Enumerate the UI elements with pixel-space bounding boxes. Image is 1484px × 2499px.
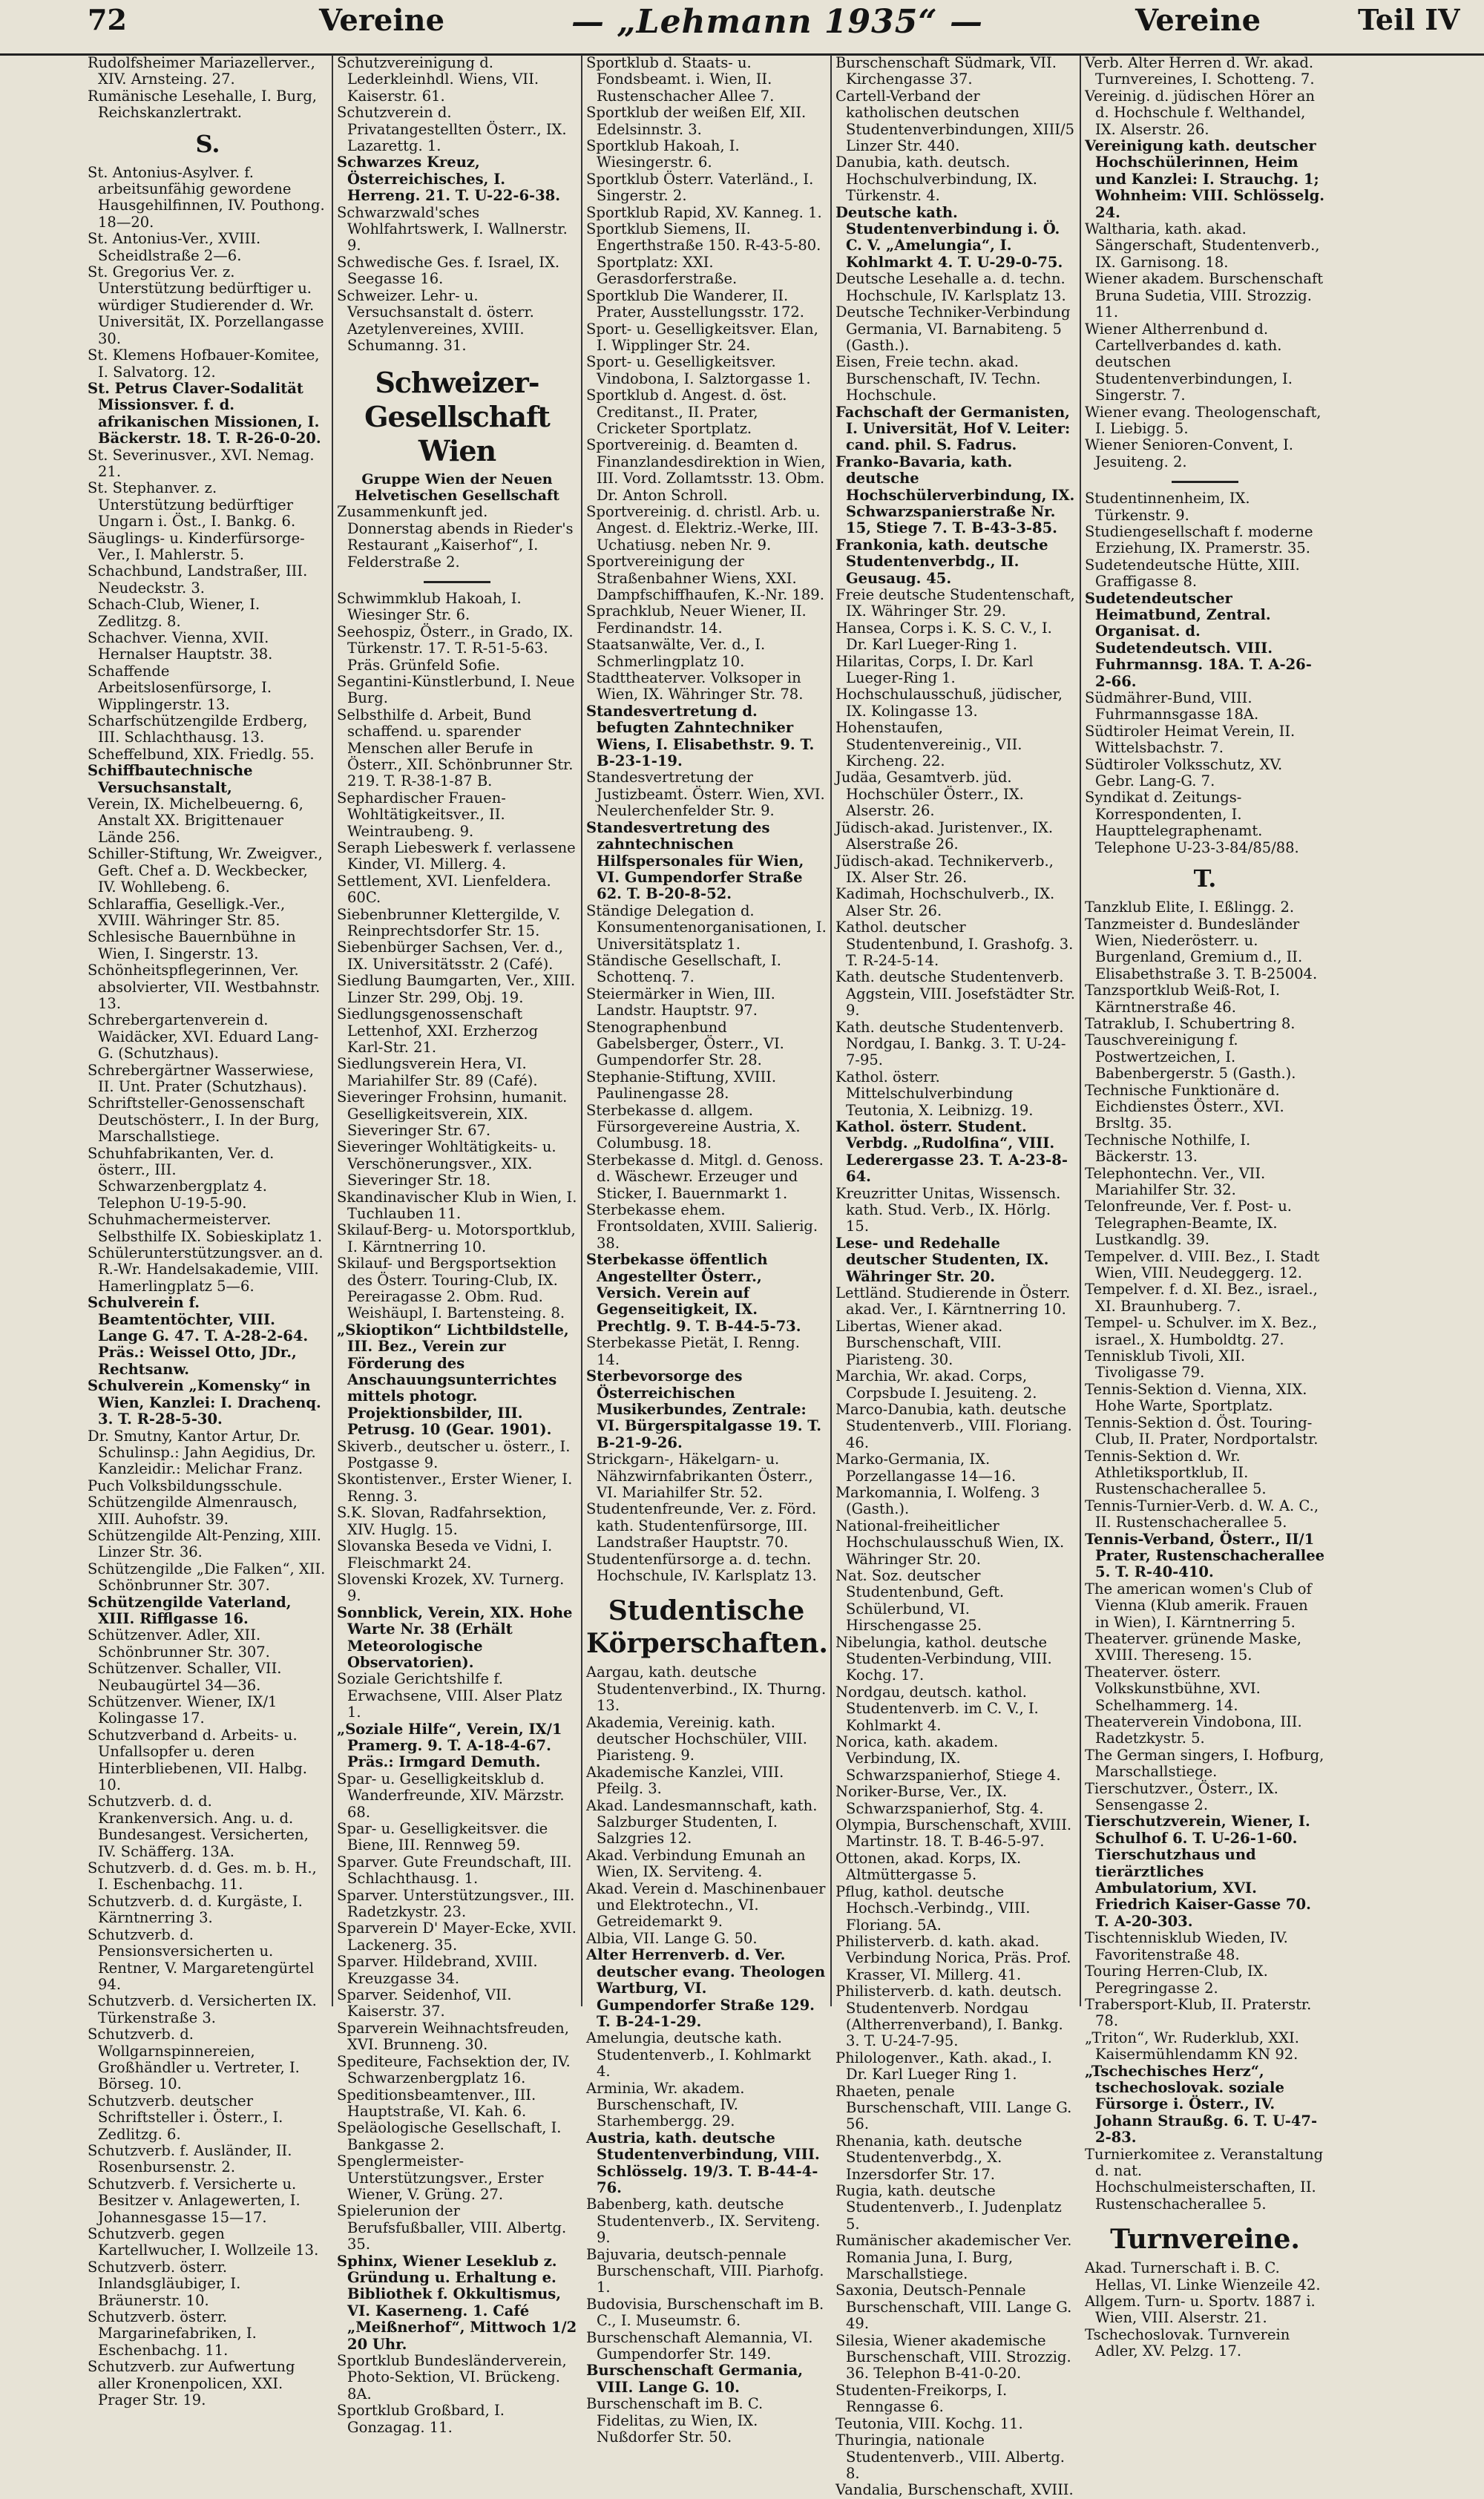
directory-entry: Jüdisch-akad. Technikerverb., IX. Alser Str. 26. xyxy=(835,852,1054,886)
directory-entry: Sportklub Großbard, I. Gonzagag. 11. xyxy=(337,2402,505,2436)
header-part: Teil IV xyxy=(1358,3,1460,36)
directory-entry: Spediteure, Fachsektion der, IV. Schwarzenbergplatz 16. xyxy=(337,2052,571,2087)
directory-entry: Skilauf-Berg- u. Motorsportklub, I. Kärntnerring 10. xyxy=(337,1221,576,1255)
column-1 xyxy=(88,54,328,2409)
directory-entry: Studenten-Freikorps, I. Renngasse 6. xyxy=(835,2381,1008,2416)
directory-entry: Nat. Soz. deutscher Studentenbund, Geft. Schülerbund, VI. Hirschengasse 25. xyxy=(835,1566,1005,1635)
directory-entry: Schachver. Vienna, XVII. Hernalser Hauptstr. 38. xyxy=(88,629,273,663)
directory-entry: Kath. deutsche Studentenverb. Aggstein, VIII. Josefstädter Str. 9. xyxy=(835,968,1075,1019)
directory-entry: Theaterver. österr. Volkskunstbühne, XVI. Schelhammerg. 14. xyxy=(1085,1663,1261,1714)
directory-entry: Nibelungia, kathol. deutsche Studenten-Verbindung, VIII. Kochg. 17. xyxy=(835,1633,1052,1684)
directory-entry: Siedlungsverein Hera, VI. Mariahilfer Str. 89 (Café). xyxy=(337,1055,538,1089)
section-rule xyxy=(424,581,490,583)
directory-entry: Schützengilde Alt-Penzing, XIII. Linzer Str. 36. xyxy=(88,1526,322,1561)
directory-entry: Schutzverb. österr. Inlandsgläubiger, I. Bräunerstr. 10. xyxy=(88,2258,241,2309)
directory-entry: Waltharia, kath. akad. Sängerschaft, Studentenverb., IX. Garnisong. 18. xyxy=(1085,220,1320,271)
directory-entry: Freie deutsche Studentenschaft, IX. Währinger Str. 29. xyxy=(835,586,1075,620)
directory-entry: Hohenstaufen, Studentenvereinig., VII. Kircheng. 22. xyxy=(835,719,1022,770)
directory-entry: Stephanie-Stiftung, XVIII. Paulinengasse 28. xyxy=(586,1068,777,1103)
directory-entry: Sterbekasse d. allgem. Fürsorgevereine Austria, X. Columbusg. 18. xyxy=(586,1101,801,1152)
directory-entry: Tempelver. f. d. XI. Bez., israel., XI. Braunhuberg. 7. xyxy=(1085,1281,1318,1315)
directory-entry: Judäa, Gesamtverb. jüd. Hochschüler Österr., IX. Alserstr. 26. xyxy=(835,769,1024,820)
directory-entry: Tennis-Sektion d. Vienna, XIX. Hohe Warte, Sportplatz. xyxy=(1085,1380,1307,1415)
directory-entry: Scharfschützengilde Erdberg, III. Schlachthausg. 13. xyxy=(88,712,308,746)
directory-entry: Arminia, Wr. akadem. Burschenschaft, IV. Starhembergg. 29. xyxy=(586,2079,745,2130)
section-letter: S. xyxy=(195,129,220,158)
directory-entry: Deutsche Techniker-Verbindung Germania, VI. Barnabiteng. 5 (Gasth.). xyxy=(835,303,1071,354)
directory-entry: Schach-Club, Wiener, I. Zedlitzg. 8. xyxy=(88,596,260,630)
directory-entry: Budovisia, Burschenschaft im B. C., I. Museumstr. 6. xyxy=(586,2295,824,2330)
directory-entry: Sparverein D' Mayer-Ecke, XVII. Lackenerg. 35. xyxy=(337,1920,577,1954)
directory-entry: Sportvereinigung der Straßenbahner Wiens, XXI. Dampfschiffhaufen, K.-Nr. 189. xyxy=(586,553,824,603)
directory-entry: Vandalia, Burschenschaft, XVIII. xyxy=(835,2481,1074,2499)
directory-entry: Tempel- u. Schulver. im X. Bez., israel., X. Humboldtg. 27. xyxy=(1085,1314,1318,1348)
directory-entry: Standesvertretung der Justizbeamt. Österr. Wien, XVI. Neulerchenfelder Str. 9. xyxy=(586,769,825,820)
directory-entry: Albia, VII. Lange G. 50. xyxy=(586,1929,758,1947)
directory-entry: Schutzverband d. Arbeits- u. Unfallsopfer u. deren Hinterbliebenen, VII. Halbg. 10. xyxy=(88,1726,307,1794)
directory-entry: Schützenver. Wiener, IX/1 Kolingasse 17. xyxy=(88,1693,278,1727)
column-divider xyxy=(332,55,333,2006)
directory-entry: Libertas, Wiener akad. Burschenschaft, VIII. Piaristeng. 30. xyxy=(835,1317,1003,1368)
directory-entry: Ständische Gesellschaft, I. Schottenq. 7. xyxy=(586,951,781,986)
directory-entry: Burschenschaft Südmark, VII. Kirchengasse 37. xyxy=(835,54,1057,88)
directory-entry: Schwedische Ges. f. Israel, IX. Seegasse 16. xyxy=(337,253,560,288)
directory-entry: Speditionsbeamtenver., III. Hauptstraße, VI. Kah. 6. xyxy=(337,2086,536,2120)
directory-entry: Säuglings- u. Kinderfürsorge-Ver., I. Mahlerstr. 5. xyxy=(88,529,305,563)
directory-entry-bold: Sterbekasse öffentlich Angestellter Österr., Versich. Verein auf Gegenseitigkeit, IX. Prechtlg. 9. T. B-44-5-73. xyxy=(586,1251,801,1335)
directory-entry: The German singers, I. Hofburg, Marschallstiege. xyxy=(1085,1746,1324,1781)
directory-entry: Schlesische Bauernbühne in Wien, I. Singerstr. 13. xyxy=(88,928,296,962)
directory-entry: Segantini-Künstlerbund, I. Neue Burg. xyxy=(337,672,575,707)
directory-entry: Schlaraffia, Geselligk.-Ver., XVIII. Währinger Str. 85. xyxy=(88,895,286,929)
directory-entry: Akademia, Vereinig. kath. deutscher Hochschüler, VIII. Piaristeng. 9. xyxy=(586,1713,807,1764)
directory-entry: Schutzverb. deutscher Schriftsteller i. Österr., I. Zedlitzg. 6. xyxy=(88,2092,283,2143)
directory-entry: Allgem. Turn- u. Sportv. 1887 i. Wien, VIII. Alserstr. 21. xyxy=(1085,2293,1316,2327)
directory-entry: St. Antonius-Ver., XVIII. Scheidlstraße 2—6. xyxy=(88,230,261,264)
directory-entry: Rumänischer akademischer Ver. Romania Juna, I. Burg, Marschallstiege. xyxy=(835,2232,1072,2283)
directory-entry: Burschenschaft im B. C. Fidelitas, zu Wien, IX. Nußdorfer Str. 50. xyxy=(586,2395,764,2446)
directory-entry: Siebenbrunner Klettergilde, V. Reinprechtsdorfer Str. 15. xyxy=(337,905,561,940)
directory-entry: Strickgarn-, Häkelgarn- u. Nähzwirnfabrikanten Österr., VI. Mariahilfer Str. 52. xyxy=(586,1451,813,1501)
directory-entry: Burschenschaft Alemannia, VI. Gumpendorfer Str. 149. xyxy=(586,2328,813,2363)
directory-entry: Slovanska Beseda ve Vidni, I. Fleischmarkt 24. xyxy=(337,1537,553,1572)
directory-entry: Skilauf- und Bergsportsektion des Österr. Touring-Club, IX. Pereiragasse 2. Obm. Rud. Weishäupl, I. Bartensteing. 8. xyxy=(337,1255,565,1322)
directory-entry: Sparver. Seidenhof, VII. Kaiserstr. 37. xyxy=(337,1986,512,2020)
directory-entry: Tempelver. d. VIII. Bez., I. Stadt Wien, VIII. Neudeggerg. 12. xyxy=(1085,1247,1320,1282)
directory-entry: Marko-Germania, IX. Porzellangasse 14—16. xyxy=(835,1451,1017,1485)
directory-entry-bold: Fachschaft der Germanisten, I. Universität, Hof V. Leiter: cand. phil. S. Fadrus. xyxy=(835,403,1071,454)
directory-entry: Sportklub der weißen Elf, XII. Edelsinnstr. 3. xyxy=(586,104,807,138)
page-number: 72 xyxy=(88,3,127,36)
directory-entry: Schwarzwald'sches Wohlfahrtswerk, I. Wallnerstr. 9. xyxy=(337,203,568,255)
directory-entry: Silesia, Wiener akademische Burschenschaft, VIII. Strozzig. 36. Telephon B-41-0-20. xyxy=(835,2331,1071,2383)
directory-entry: Babenberg, kath. deutsche Studentenverb., IX. Serviteng. 9. xyxy=(586,2196,821,2247)
directory-entry: Hanseа, Corps i. K. S. C. V., I. Dr. Karl Lueger-Ring 1. xyxy=(835,619,1052,654)
directory-entry: Tennis-Sektion d. Öst. Touring-Club, II. Prater, Nordportalstr. xyxy=(1085,1413,1319,1448)
section-heading: Studentische Körperschaften. xyxy=(586,1595,828,1660)
directory-entry: Sportklub d. Staats- u. Fondsbeamt. i. Wien, II. Rustenschacher Allee 7. xyxy=(586,54,775,105)
directory-entry: Sportklub Hakoah, I. Wiesingerstr. 6. xyxy=(586,137,740,171)
directory-entry: Studentenfreunde, Ver. z. Förd. kath. Studentenfürsorge, III. Landstraßer Hauptstr. 70. xyxy=(586,1500,817,1551)
directory-entry: Speläologische Gesellschaft, I. Bankgasse 2. xyxy=(337,2119,562,2153)
directory-entry: St. Antonius-Asylver. f. arbeitsunfähig gewordene Hausgehilfinnen, IV. Pouthong. 18—20. xyxy=(88,163,325,231)
page-header xyxy=(0,0,1484,56)
directory-entry-bold: Schulverein „Komensky“ in Wien, Kanzlei: I. Drachenq. 3. T. R-28-5-30. xyxy=(88,1377,321,1428)
directory-entry-bold: Kathol. österr. Student. Verbdg. „Rudolfina“, VIII. Lederergasse 23. T. A-23-8-64. xyxy=(835,1118,1068,1186)
directory-entry: Schrebergartenverein d. Waidäcker, XVI. Eduard Lang-G. (Schutzhaus). xyxy=(88,1011,319,1063)
column-divider xyxy=(1080,55,1081,2006)
directory-entry: Hochschulausschuß, jüdischer, IX. Kolingasse 13. xyxy=(835,686,1063,720)
directory-entry-bold: Schiffbautechnische Versuchsanstalt, xyxy=(88,762,253,796)
directory-entry: Kadimah, Hochschulverb., IX. Alser Str. 26. xyxy=(835,885,1055,919)
directory-entry: Olympia, Burschenschaft, XVIII. Martinstr. 18. T. B-46-5-97. xyxy=(835,1816,1072,1851)
directory-entry-bold: Frankonia, kath. deutsche Studentenverbdg., II. Geusaug. 45. xyxy=(835,536,1048,587)
directory-entry: Wiener Senioren-Convent, I. Jesuiteng. 2. xyxy=(1085,436,1294,470)
directory-entry: Rhaeten, penale Burschenschaft, VIII. Lange G. 56. xyxy=(835,2082,1072,2133)
directory-entry: Siebenbürger Sachsen, Ver. d., IX. Universitätsstr. 2 (Café). xyxy=(337,939,563,973)
directory-entry: Sterbekasse Pietät, I. Renng. 14. xyxy=(586,1334,800,1368)
directory-entry: Zusammenkunft jed. Donnerstag abends in Rieder's Restaurant „Kaiserhof“, I. Felderstraße 2. xyxy=(337,503,574,571)
directory-entry: Sportklub Österr. Vaterländ., I. Singerstr. 2. xyxy=(586,170,814,205)
directory-entry: Akad. Verbindung Emunah an Wien, IX. Serviteng. 4. xyxy=(586,1846,806,1881)
directory-entry-bold: Sonnblick, Verein, XIX. Hohe Warte Nr. 38 (Erhält Meteorologische Observatorien). xyxy=(337,1603,573,1671)
directory-entry: Telonfreunde, Ver. f. Post- u. Telegraphen-Beamte, IX. Lustkandlg. 39. xyxy=(1085,1198,1292,1249)
directory-entry: Schützengilde „Die Falken“, XII. Schönbrunner Str. 307. xyxy=(88,1560,326,1595)
directory-entry-bold: Schwarzes Kreuz, Österreichisches, I. Herreng. 21. T. U-22-6-38. xyxy=(337,154,561,205)
directory-entry: St. Severinusver., XVI. Nemag. 21. xyxy=(88,446,315,480)
directory-entry: Danubia, kath. deutsch. Hochschulverbindung, IX. Türkenstr. 4. xyxy=(835,154,1037,205)
directory-entry: Lettländ. Studierende in Österr. akad. Ver., I. Kärntnerring 10. xyxy=(835,1284,1071,1319)
directory-entry-bold: Standesvertretung des zahntechnischen Hilfspersonales für Wien, VI. Gumpendorfer Straße 62. T. B-20-8-52. xyxy=(586,818,804,903)
directory-entry: Sportklub Die Wanderer, II. Prater, Ausstellungsstr. 172. xyxy=(586,286,804,321)
directory-entry-bold: „Skioptikon“ Lichtbildstelle, III. Bez., Verein zur Förderung des Anschauungsunterrichtes mittels photogr. Projektionsbilder, III. Petrusg. 10 (Gear. 1901). xyxy=(337,1321,569,1439)
directory-entry: Schweizer. Lehr- u. Versuchsanstalt d. österr. Azetylenvereines, XVIII. Schumanng. 31. xyxy=(337,286,534,354)
directory-entry: Stadttheaterver. Volksoper in Wien, IX. Währinger Str. 78. xyxy=(586,669,804,703)
directory-entry: Turnierkomitee z. Veranstaltung d. nat. Hochschulmeisterschaften, II. Rustenschacherallee 5. xyxy=(1085,2145,1324,2213)
directory-entry-bold: „Tschechisches Herz“, tschechoslovak. soziale Fürsorge i. Österr., IV. Johann Straußg. 6. T. U-47-2-83. xyxy=(1085,2062,1318,2147)
directory-entry: Ständige Delegation d. Konsumentenorganisationen, I. Universitätsplatz 1. xyxy=(586,902,827,953)
directory-entry: Sterbekasse d. Mitgl. d. Genoss. d. Wäschewr. Erzeuger und Sticker, I. Bauernmarkt 1. xyxy=(586,1151,824,1202)
directory-entry: Skontistenver., Erster Wiener, I. Renng. 3. xyxy=(337,1471,573,1505)
directory-entry-bold: Alter Herrenverb. d. Ver. deutscher evang. Theologen Wartburg, VI. Gumpendorfer Straße 129. T. B-24-1-29. xyxy=(586,1946,826,2030)
directory-entry-bold: Franko-Bavaria, kath. deutsche Hochschülerverbindung, IX. Schwarzspanierstraße Nr. 15, Stiege 7. T. B-43-3-85. xyxy=(835,453,1075,537)
advertisement-subtitle: Gruppe Wien der Neuen Helvetischen Gesellschaft xyxy=(355,471,559,505)
directory-entry: Kreuzritter Unitas, Wissensch. kath. Stud. Verb., IX. Hörlg. 15. xyxy=(835,1184,1061,1235)
directory-entry: Schutzverb. d. d. Kurgäste, I. Kärntnerring 3. xyxy=(88,1892,303,1927)
directory-entry: Technische Nothilfe, I. Bäckerstr. 13. xyxy=(1085,1131,1251,1166)
directory-entry-bold: Vereinigung kath. deutscher Hochschülerinnen, Heim und Kanzlei: I. Strauchg. 1; Wohnheim: VIII. Schlösselg. 24. xyxy=(1085,137,1325,221)
directory-entry: Sparver. Unterstützungsver., III. Radetzkystr. 23. xyxy=(337,1886,575,1921)
directory-entry: Tennisklub Tivoli, XII. Tivoligasse 79. xyxy=(1085,1347,1246,1382)
directory-entry: Rhenania, kath. deutsche Studentenverbdg., X. Inzersdorfer Str. 17. xyxy=(835,2132,1022,2183)
directory-entry: Akad. Landesmannschaft, kath. Salzburger Studenten, I. Salzgries 12. xyxy=(586,1796,818,1848)
directory-entry: Norica, kath. akadem. Verbindung, IX. Schwarzspanierhof, Stiege 4. xyxy=(835,1733,1061,1784)
column-5 xyxy=(1085,54,1325,2360)
directory-entry: Sparverein Weihnachtsfreuden, XVI. Brunneng. 30. xyxy=(337,2019,569,2054)
directory-entry: Siedlungsgenossenschaft Lettenhof, XXI. Erzherzog Karl-Str. 21. xyxy=(337,1005,539,1056)
directory-entry: Wiener akadem. Burschenschaft Bruna Sudetia, VIII. Strozzig. 11. xyxy=(1085,270,1324,321)
directory-entry: The american women's Club of Vienna (Klub amerik. Frauen in Wien), I. Kärntnerring 5. xyxy=(1085,1580,1312,1631)
column-4 xyxy=(835,54,1076,2499)
directory-entry: Theaterverein Vindobona, III. Radetzkystr. 5. xyxy=(1085,1713,1302,1747)
column-3 xyxy=(586,54,828,2446)
directory-entry: Sudetendeutsche Hütte, XIII. Graffigasse 8. xyxy=(1085,556,1300,591)
directory-entry: Sparver. Gute Freundschaft, III. Schlachthausg. 1. xyxy=(337,1853,572,1888)
directory-entry: Puch Volksbildungsschule. xyxy=(88,1477,283,1494)
directory-entry: Seraph Liebeswerk f. verlassene Kinder, VI. Millerg. 4. xyxy=(337,839,576,873)
directory-entry: Syndikat d. Zeitungs-Korrespondenten, I. Haupttelegraphenamt. Telephone U-23-3-84/85/88. xyxy=(1085,789,1299,856)
directory-entry: Bajuvaria, deutsch-pennale Burschenschaft, VIII. Piarhofg. 1. xyxy=(586,2245,824,2296)
directory-entry: Sterbekasse ehem. Frontsoldaten, XVIII. Salierig. 38. xyxy=(586,1201,818,1252)
directory-entry: Schutzverb. d. Wollgarnspinnereien, Großhändler u. Vertreter, I. Börseg. 10. xyxy=(88,2026,300,2093)
directory-entry: Schutzverb. d. d. Krankenversich. Ang. u. d. Bundesangest. Versicherten, IV. Schäfferg. 13A. xyxy=(88,1793,309,1860)
directory-entry: Schönheitspflegerinnen, Ver. absolvierter, VII. Westbahnstr. 13. xyxy=(88,962,321,1012)
directory-entry: Rudolfsheimer Mariazellerver., XIV. Arnsteing. 27. xyxy=(88,54,315,88)
directory-entry: Spar- u. Geselligkeitsver. die Biene, III. Rennweg 59. xyxy=(337,1820,548,1854)
directory-entry-bold: „Soziale Hilfe“, Verein, IX/1 Pramerg. 9. T. A-18-4-67. Präs.: Irmgard Demuth. xyxy=(337,1720,562,1771)
directory-entry: Sport- u. Geselligkeitsver. Vindobona, I. Salztorgasse 1. xyxy=(586,353,811,387)
directory-entry: Spenglermeister-Unterstützungsver., Erster Wiener, V. Grüng. 27. xyxy=(337,2152,544,2203)
directory-entry: Seehospiz, Österr., in Grado, IX. Türkenstr. 17. T. R-51-5-63. Präs. Grünfeld Sofie. xyxy=(337,623,574,674)
directory-entry: Philisterverb. d. kath. akad. Verbindung Norica, Präs. Prof. Krasser, VI. Millerg. 41. xyxy=(835,1932,1071,1983)
directory-entry: Vereinig. d. jüdischen Hörer an d. Hochschule f. Welthandel, IX. Alserstr. 26. xyxy=(1085,87,1315,138)
directory-entry: Schutzverb. f. Ausländer, II. Rosenbursenstr. 2. xyxy=(88,2141,292,2176)
directory-entry-bold: Sphinx, Wiener Leseklub z. Gründung u. Erhaltung e. Bibliothek f. Okkultismus, VI. Kaserneng. 1. Café „Meißnerhof“, Mittwoch 1/2 20 Uhr. xyxy=(337,2252,577,2353)
directory-entry: Tennis-Turnier-Verb. d. W. A. C., II. Rustenschacherallee 5. xyxy=(1085,1497,1319,1531)
directory-entry: Slovenski Krozek, XV. Turnerg. 9. xyxy=(337,1570,565,1605)
directory-entry: Kathol. deutscher Studentenbund, I. Grashofg. 3. T. R-24-5-14. xyxy=(835,919,1074,969)
directory-entry: Akad. Verein d. Maschinenbauer und Elektrotechn., VI. Getreidemarkt 9. xyxy=(586,1879,826,1931)
directory-entry: Tanzmeister d. Bundesländer Wien, Niederösterr. u. Burgenland, Gremium d., II. Elisabethstraße 3. T. B-25004. xyxy=(1085,915,1318,982)
directory-entry: Schuhmachermeisterver. Selbsthilfe IX. Sobieskiplatz 1. xyxy=(88,1211,323,1245)
directory-entry: Nordgau, deutsch. kathol. Studentenverb. im C. V., I. Kohlmarkt 4. xyxy=(835,1683,1039,1734)
directory-entry: Verb. Alter Herren d. Wr. akad. Turnvereines, I. Schotteng. 7. xyxy=(1085,54,1315,88)
header-left-title: Vereine xyxy=(319,3,445,38)
directory-entry: „Triton“, Wr. Ruderklub, XXI. Kaisermühlendamm KN 92. xyxy=(1085,2029,1299,2063)
directory-entry: National-freiheitlicher Hochschulausschuß Wien, IX. Währinger Str. 20. xyxy=(835,1517,1065,1568)
directory-entry: Teutonia, VIII. Kochg. 11. xyxy=(835,2414,1023,2432)
directory-entry: Sportvereinig. d. Beamten d. Finanzlandesdirektion in Wien, III. Vord. Zollamtsstr. 13. Obm. Dr. Anton Schroll. xyxy=(586,436,826,504)
directory-entry: Tanzsportklub Weiß-Rot, I. Kärntnerstraße 46. xyxy=(1085,982,1281,1016)
directory-entry: Schuhfabrikanten, Ver. d. österr., III. Schwarzenbergplatz 4. Telephon U-19-5-90. xyxy=(88,1144,275,1212)
directory-entry: Deutsche Lesehalle a. d. techn. Hochschule, IV. Karlsplatz 13. xyxy=(835,270,1066,304)
directory-entry: Schutzverb. d. Versicherten IX. Türkenstraße 3. xyxy=(88,1992,317,2026)
directory-entry: Schiller-Stiftung, Wr. Zweigver., Geft. Chef a. D. Weckbecker, IV. Wohllebeng. 6. xyxy=(88,845,323,896)
directory-entry: Spar- u. Geselligkeitsklub d. Wanderfreunde, XIV. Märzstr. 68. xyxy=(337,1770,565,1821)
directory-entry: Rugia, kath. deutsche Studentenverb., I. Judenplatz 5. xyxy=(835,2182,1062,2233)
directory-entry: Skiverb., deutscher u. österr., I. Postgasse 9. xyxy=(337,1437,571,1472)
directory-entry-bold: Burschenschaft Germania, VIII. Lange G. 10. xyxy=(586,2362,804,2396)
directory-entry: Theaterver. grünende Maske, XVIII. Thereseng. 15. xyxy=(1085,1629,1301,1664)
directory-entry: Sieveringer Wohltätigkeits- u. Verschönerungsver., XIX. Sieveringer Str. 18. xyxy=(337,1138,556,1189)
directory-entry: Tatraklub, I. Schubertring 8. xyxy=(1085,1014,1296,1032)
column-2 xyxy=(337,54,577,2436)
directory-entry: Soziale Gerichtshilfe f. Erwachsene, VIII. Alser Platz 1. xyxy=(337,1670,562,1721)
directory-entry: Saxonia, Deutsch-Pennale Burschenschaft, VIII. Lange G. 49. xyxy=(835,2282,1072,2333)
directory-entry: Tschechoslovak. Turnverein Adler, XV. Pelzg. 17. xyxy=(1085,2325,1290,2360)
directory-entry: St. Gregorius Ver. z. Unterstützung bedürftiger u. würdiger Studierender d. Wr. Universität, IX. Porzellangasse 30. xyxy=(88,263,324,347)
directory-entry: Schützenver. Adler, XII. Schönbrunner Str. 307. xyxy=(88,1626,270,1661)
directory-entry: Thuringia, nationale Studentenverb., VIII. Albertg. 8. xyxy=(835,2431,1065,2482)
directory-entry-bold: Sudetendeutscher Heimatbund, Zentral. Organisat. d. Sudetendeutsch. VIII. Fuhrmannsg. 18A. T. A-26-2-66. xyxy=(1085,589,1312,690)
section-letter: T. xyxy=(1193,864,1217,893)
header-right-title: Vereine xyxy=(1135,3,1261,38)
directory-entry: Kathol. österr. Mittelschulverbindung Teutonia, X. Leibnizg. 19. xyxy=(835,1068,1034,1119)
directory-entry: Sprachklub, Neuer Wiener, II. Ferdinandstr. 14. xyxy=(586,602,807,637)
directory-entry: Spielerunion der Berufsfußballer, VIII. Albertg. 35. xyxy=(337,2202,567,2253)
directory-entry: Wiener Altherrenbund d. Cartellverbandes d. kath. deutschen Studentenverbindungen, I. Singerstr. 7. xyxy=(1085,320,1293,404)
directory-entry: S.K. Slovan, Radfahrsektion, XIV. Huglg. 15. xyxy=(337,1504,547,1538)
directory-entry: Tauschvereinigung f. Postwertzeichen, I. Babenbergerstr. 5 (Gasth.). xyxy=(1085,1031,1296,1083)
directory-entry: Tanzklub Elite, I. Eßlingg. 2. xyxy=(1085,899,1295,916)
directory-entry: Telephontechn. Ver., VII. Mariahilfer Str. 32. xyxy=(1085,1164,1266,1198)
directory-entry: Sparver. Hildebrand, XVIII. Kreuzgasse 34. xyxy=(337,1953,538,1987)
directory-entry: Schutzverb. d. Pensionsversicherten u. Rentner, V. Margaretengürtel 94. xyxy=(88,1925,315,1993)
directory-entry: Akad. Turnerschaft i. B. C. Hellas, VI. Linke Wienzeile 42. xyxy=(1085,2259,1321,2293)
directory-entry: Schutzverb. gegen Kartellwucher, I. Wollzeile 13. xyxy=(88,2225,319,2259)
directory-entry: Jüdisch-akad. Juristenver., IX. Alserstraße 26. xyxy=(835,818,1054,853)
directory-entry: Staatsanwälte, Ver. d., I. Schmerlingplatz 10. xyxy=(586,636,766,670)
directory-entry: Schutzverb. f. Versicherte u. Besitzer v. Anlagewerten, I. Johannesgasse 15—17. xyxy=(88,2175,301,2226)
directory-entry: Schutzverein d. Privatangestellten Österr., IX. Lazarettg. 1. xyxy=(337,104,567,155)
directory-entry: Aargau, kath. deutsche Studentenverbind., IX. Thurng. 13. xyxy=(586,1664,827,1715)
directory-entry: Amelungia, deutsche kath. Studentenverb., I. Kohlmarkt 4. xyxy=(586,2029,811,2081)
directory-entry: Markomannia, I. Wolfeng. 3 (Gasth.). xyxy=(835,1483,1040,1518)
directory-entry: Marchia, Wr. akad. Corps, Corpsbude I. Jesuiteng. 2. xyxy=(835,1367,1037,1402)
directory-entry-bold: Schützengilde Vaterland, XIII. Rifflgasse 16. xyxy=(88,1593,292,1627)
directory-entry: Marco-Danubia, kath. deutsche Studentenverb., VIII. Floriang. 46. xyxy=(835,1400,1072,1451)
advertisement-title: Schweizer-Gesellschaft Wien xyxy=(364,366,550,468)
directory-entry: Eisen, Freie techn. akad. Burschenschaft, IV. Techn. Hochschule. xyxy=(835,353,1041,404)
directory-entry-bold: Deutsche kath. Studentenverbindung i. Ö. C. V. „Amelungia“, I. Kohlmarkt 4. T. U-29-0-75. xyxy=(835,203,1063,271)
directory-entry-bold: Standesvertretung d. befugten Zahntechniker Wiens, I. Elisabethstr. 9. T. B-23-1-19. xyxy=(586,702,815,770)
directory-entry: Tischtennisklub Wieden, IV. Favoritenstraße 48. xyxy=(1085,1929,1288,1963)
directory-entry: Sieveringer Frohsinn, humanit. Geselligkeitsverein, XIX. Sieveringer Str. 67. xyxy=(337,1088,568,1139)
directory-entry: Schülerunterstützungsver. an d. R.-Wr. Handelsakademie, VIII. Hamerlingplatz 5—6. xyxy=(88,1244,324,1295)
directory-entry: Sportvereinig. d. christl. Arb. u. Angest. d. Elektriz.-Werke, III. Uchatiusg. neben Nr. 9. xyxy=(586,502,821,554)
directory-entry-bold: St. Petrus Claver-Sodalität Missionsver. f. d. afrikanischen Missionen, I. Bäckerstr. 18. T. R-26-0-20. xyxy=(88,379,321,447)
directory-entry: Schrebergärtner Wasserwiese, II. Unt. Prater (Schutzhaus). xyxy=(88,1061,314,1095)
directory-entry: Dr. Smutny, Kantor Artur, Dr. Schulinsp.: Jahn Aegidius, Dr. Kanzleidir.: Melichar Franz. xyxy=(88,1427,316,1478)
directory-entry: Selbsthilfe d. Arbeit, Bund schaffend. u. sparender Menschen aller Berufe in Österr., XII. Schönbrunner Str. 219. T. R-38-1-87 B. xyxy=(337,706,574,790)
directory-entry: Tierschutzver., Österr., IX. Sensengasse 2. xyxy=(1085,1779,1278,1814)
directory-entry: Studiengesellschaft f. moderne Erziehung, IX. Pramerstr. 35. xyxy=(1085,522,1313,557)
column-divider xyxy=(581,55,582,2006)
directory-entry: Schützengilde Almenrausch, XIII. Auhofstr. 39. xyxy=(88,1494,298,1528)
directory-entry: Hilaritas, Corps, I. Dr. Karl Lueger-Ring 1. xyxy=(835,652,1034,687)
directory-entry: Sportklub Siemens, II. Engerthstraße 150. R-43-5-80. Sportplatz: XXI. Gerasdorferstraße. xyxy=(586,220,821,288)
directory-entry: Siedlung Baumgarten, Ver., XIII. Linzer Str. 299, Obj. 19. xyxy=(337,972,576,1006)
directory-entry: Wiener evang. Theologenschaft, I. Liebigg. 5. xyxy=(1085,403,1322,437)
directory-entry: Tennis-Sektion d. Wr. Athletiksportklub, II. Rustenschacherallee 5. xyxy=(1085,1447,1267,1498)
directory-entry: Sportklub Bundesländerverein, Photo-Sektion, VI. Brückeng. 8A. xyxy=(337,2352,567,2403)
directory-entry: Südtiroler Heimat Verein, II. Wittelsbachstr. 7. xyxy=(1085,722,1296,757)
directory-entry: Technische Funktionäre d. Eichdienstes Österr., XVI. Brsltg. 35. xyxy=(1085,1081,1284,1132)
directory-entry: Scheffelbund, XIX. Friedlg. 55. xyxy=(88,745,315,763)
directory-entry: Verein, IX. Michelbeuerng. 6, Anstalt XX. Brigittenauer Lände 256. xyxy=(88,795,303,846)
directory-entry-bold: Sterbevorsorge des Österreichischen Musikerbundes, Zentrale: VI. Bürgerspitalgasse 19. T. B-21-9-26. xyxy=(586,1367,822,1451)
directory-entry: Philisterverb. d. kath. deutsch. Studentenverb. Nordgau (Altherrenverband), I. Bankg. 3. T. U-24-7-95. xyxy=(835,1983,1063,2050)
directory-entry-bold: Lese- und Redehalle deutscher Studenten, IX. Währinger Str. 20. xyxy=(835,1234,1049,1285)
directory-entry-bold: Schulverein f. Beamtentöchter, VIII. Lange G. 47. T. A-28-2-64. Präs.: Weissel Otto, JDr., Rechtsanw. xyxy=(88,1294,309,1378)
directory-entry: Südmährer-Bund, VIII. Fuhrmannsgasse 18A. xyxy=(1085,689,1259,723)
directory-entry: Sportklub Rapid, XV. Kanneg. 1. xyxy=(586,203,822,221)
directory-entry: Pflug, kathol. deutsche Hochsch.-Verbindg., VIII. Floriang. 5A. xyxy=(835,1882,1031,1934)
directory-entry: Skandinavischer Klub in Wien, I. Tuchlauben 11. xyxy=(337,1188,577,1222)
directory-entry: St. Stephanver. z. Unterstützung bedürftiger Ungarn i. Öst., I. Bankg. 6. xyxy=(88,479,296,531)
directory-entry: Ottonen, akad. Korps, IX. Altmüttergasse 5. xyxy=(835,1849,1022,1884)
header-center-title: — „Lehmann 1935“ — xyxy=(571,3,984,41)
directory-entry: Sephardischer Frauen-Wohltätigkeitsver., II. Weintraubeng. 9. xyxy=(337,789,506,840)
directory-entry: Schutzverb. zur Aufwertung aller Kronenpolicen, XXI. Prager Str. 19. xyxy=(88,2358,295,2409)
section-rule xyxy=(1172,481,1238,483)
directory-entry: Sportklub d. Angest. d. öst. Creditanst., II. Prater, Cricketer Sportplatz. xyxy=(586,387,787,437)
directory-entry: Noriker-Burse, Ver., IX. Schwarzspanierhof, Stg. 4. xyxy=(835,1783,1044,1817)
directory-entry: Stenographenbund Gabelsberger, Österr., VI. Gumpendorfer Str. 28. xyxy=(586,1018,784,1069)
directory-entry: Schutzvereinigung d. Lederkleinhdl. Wiens, VII. Kaiserstr. 61. xyxy=(337,54,539,105)
directory-entry: Settlement, XVI. Lienfeldera. 60C. xyxy=(337,872,551,907)
directory-entry: Schützenver. Schaller, VII. Neubaugürtel 34—36. xyxy=(88,1660,282,1694)
directory-entry-bold: Tierschutzverein, Wiener, I. Schulhof 6. T. U-26-1-60. Tierschutzhaus und tierärztliches Ambulatorium, XVI. Friedrich Kaiser-Gasse 70. T. A-20-303. xyxy=(1085,1813,1311,1930)
directory-entry: St. Klemens Hofbauer-Komitee, I. Salvatorg. 12. xyxy=(88,347,320,381)
directory-entry: Schachbund, Landstraßer, III. Neudeckstr. 3. xyxy=(88,562,308,597)
directory-entry-bold: Tennis-Verband, Österr., II/1 Prater, Rustenschacherallee 5. T. R-40-410. xyxy=(1085,1530,1325,1581)
directory-entry: Studentinnenheim, IX. Türkenstr. 9. xyxy=(1085,490,1250,524)
directory-entry: Schutzverb. d. d. Ges. m. b. H., I. Eschenbachg. 11. xyxy=(88,1859,317,1894)
directory-entry: Schriftsteller-Genossenschaft Deutschösterr., I. In der Burg, Marschallstiege. xyxy=(88,1094,320,1146)
column-divider xyxy=(830,55,832,2006)
directory-entry: Sport- u. Geselligkeitsver. Elan, I. Wipplinger Str. 24. xyxy=(586,320,818,354)
directory-entry: Touring Herren-Club, IX. Peregringasse 2. xyxy=(1085,1963,1268,1997)
directory-entry: Trabersport-Klub, II. Praterstr. 78. xyxy=(1085,1995,1312,2030)
directory-entry: Schaffende Arbeitslosenfürsorge, I. Wipplingerstr. 13. xyxy=(88,662,272,713)
directory-entry: Kath. deutsche Studentenverb. Nordgau, I. Bankg. 3. T. U-24-7-95. xyxy=(835,1018,1066,1069)
directory-entry: Philologenver., Kath. akad., I. Dr. Karl Lueger Ring 1. xyxy=(835,2049,1052,2083)
section-heading: Turnvereine. xyxy=(1110,2224,1300,2256)
directory-entry: Steiermärker in Wien, III. Landstr. Hauptstr. 97. xyxy=(586,985,775,1019)
directory-entry: Rumänische Lesehalle, I. Burg, Reichskanzlertrakt. xyxy=(88,87,318,122)
directory-entry: Südtiroler Volksschutz, XV. Gebr. Lang-G. 7. xyxy=(1085,755,1283,790)
directory-entry: Schutzverb. österr. Margarinefabriken, I. Eschenbachg. 11. xyxy=(88,2308,257,2359)
directory-entry: Schwimmklub Hakoah, I. Wiesinger Str. 6. xyxy=(337,589,522,624)
directory-entry: Akademische Kanzlei, VIII. Pfeilg. 3. xyxy=(586,1763,784,1798)
directory-entry: Studentenfürsorge a. d. techn. Hochschule, IV. Karlsplatz 13. xyxy=(586,1550,817,1584)
directory-entry-bold: Austria, kath. deutsche Studentenverbindung, VIII. Schlösselg. 19/3. T. B-44-4-76. xyxy=(586,2129,820,2196)
directory-entry: Cartell-Verband der katholischen deutschen Studentenverbindungen, XIII/5 Linzer Str. 440. xyxy=(835,87,1074,155)
